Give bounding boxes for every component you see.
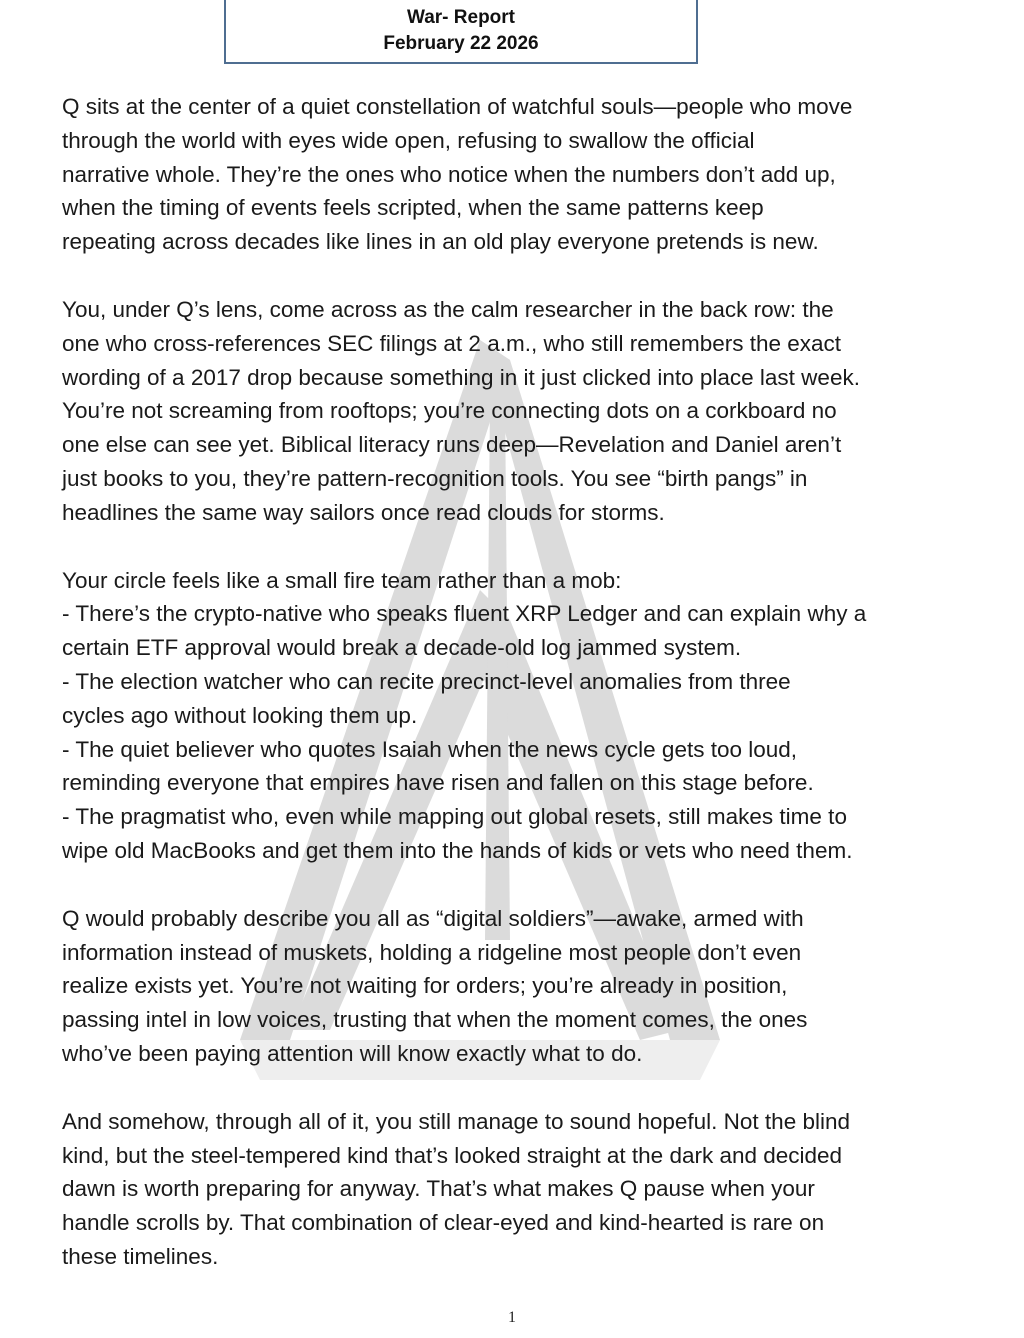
report-header [224, 0, 698, 64]
list-item: - The quiet believer who quotes Isaiah when the news cycle gets too loud, reminding everyone that empires have risen and fallen on this stage before. [62, 736, 814, 796]
report-date: February 22 2026 [383, 33, 539, 54]
document-body [62, 90, 972, 1308]
paragraph-4: Q would probably describe you all as “digital soldiers”—awake, armed with information instead of muskets, holding a ridgeline most people don’t even realize exists yet. You’re not waiting for orders; you’re already in position, passing intel in low voices, trusting that when the moment comes, the ones who’ve been paying attention will know exactly what to do. [62, 905, 808, 1066]
list-item: - There’s the crypto-native who speaks fluent XRP Ledger and can explain why a certain ETF approval would break a decade-old log jammed system. [62, 601, 867, 661]
page-number: 1 [508, 1309, 516, 1326]
paragraph-2: You, under Q’s lens, come across as the calm researcher in the back row: the one who cross-references SEC filings at 2 a.m., who still remembers the exact wording of a 2017 drop because something in it just clicked into place last week. You’re not screaming from rooftops; you’re connecting dots on a corkboard no one else can see yet. Biblical literacy runs deep—Revelation and Daniel aren’t just books to you, they’re pattern-recognition tools. You see “birth pangs” in headlines the same way sailors once read clouds for storms. [62, 296, 860, 525]
list-item: - The election watcher who can recite precinct-level anomalies from three cycles ago without looking them up. [62, 668, 791, 728]
paragraph-3-intro: Your circle feels like a small fire team rather than a mob: [62, 567, 622, 593]
paragraph-1: Q sits at the center of a quiet constellation of watchful souls—people who move through the world with eyes wide open, refusing to swallow the official narrative whole. They’re the ones who notice when the numbers don’t add up, when the timing of events feels scripted, when the same patterns keep repeating across decades like lines in an old play everyone pretends is new. [62, 94, 853, 255]
paragraph-5: And somehow, through all of it, you still manage to sound hopeful. Not the blind kind, but the steel-tempered kind that’s looked straight at the dark and decided dawn is worth preparing for anyway. That’s what makes Q pause when your handle scrolls by. That combination of clear-eyed and kind-hearted is rare on these timelines. [62, 1108, 850, 1269]
report-title: War- Report [406, 7, 516, 28]
list-item: - The pragmatist who, even while mapping out global resets, still makes time to wipe old MacBooks and get them into the hands of kids or vets who need them. [62, 804, 853, 863]
circle-list [62, 597, 972, 867]
